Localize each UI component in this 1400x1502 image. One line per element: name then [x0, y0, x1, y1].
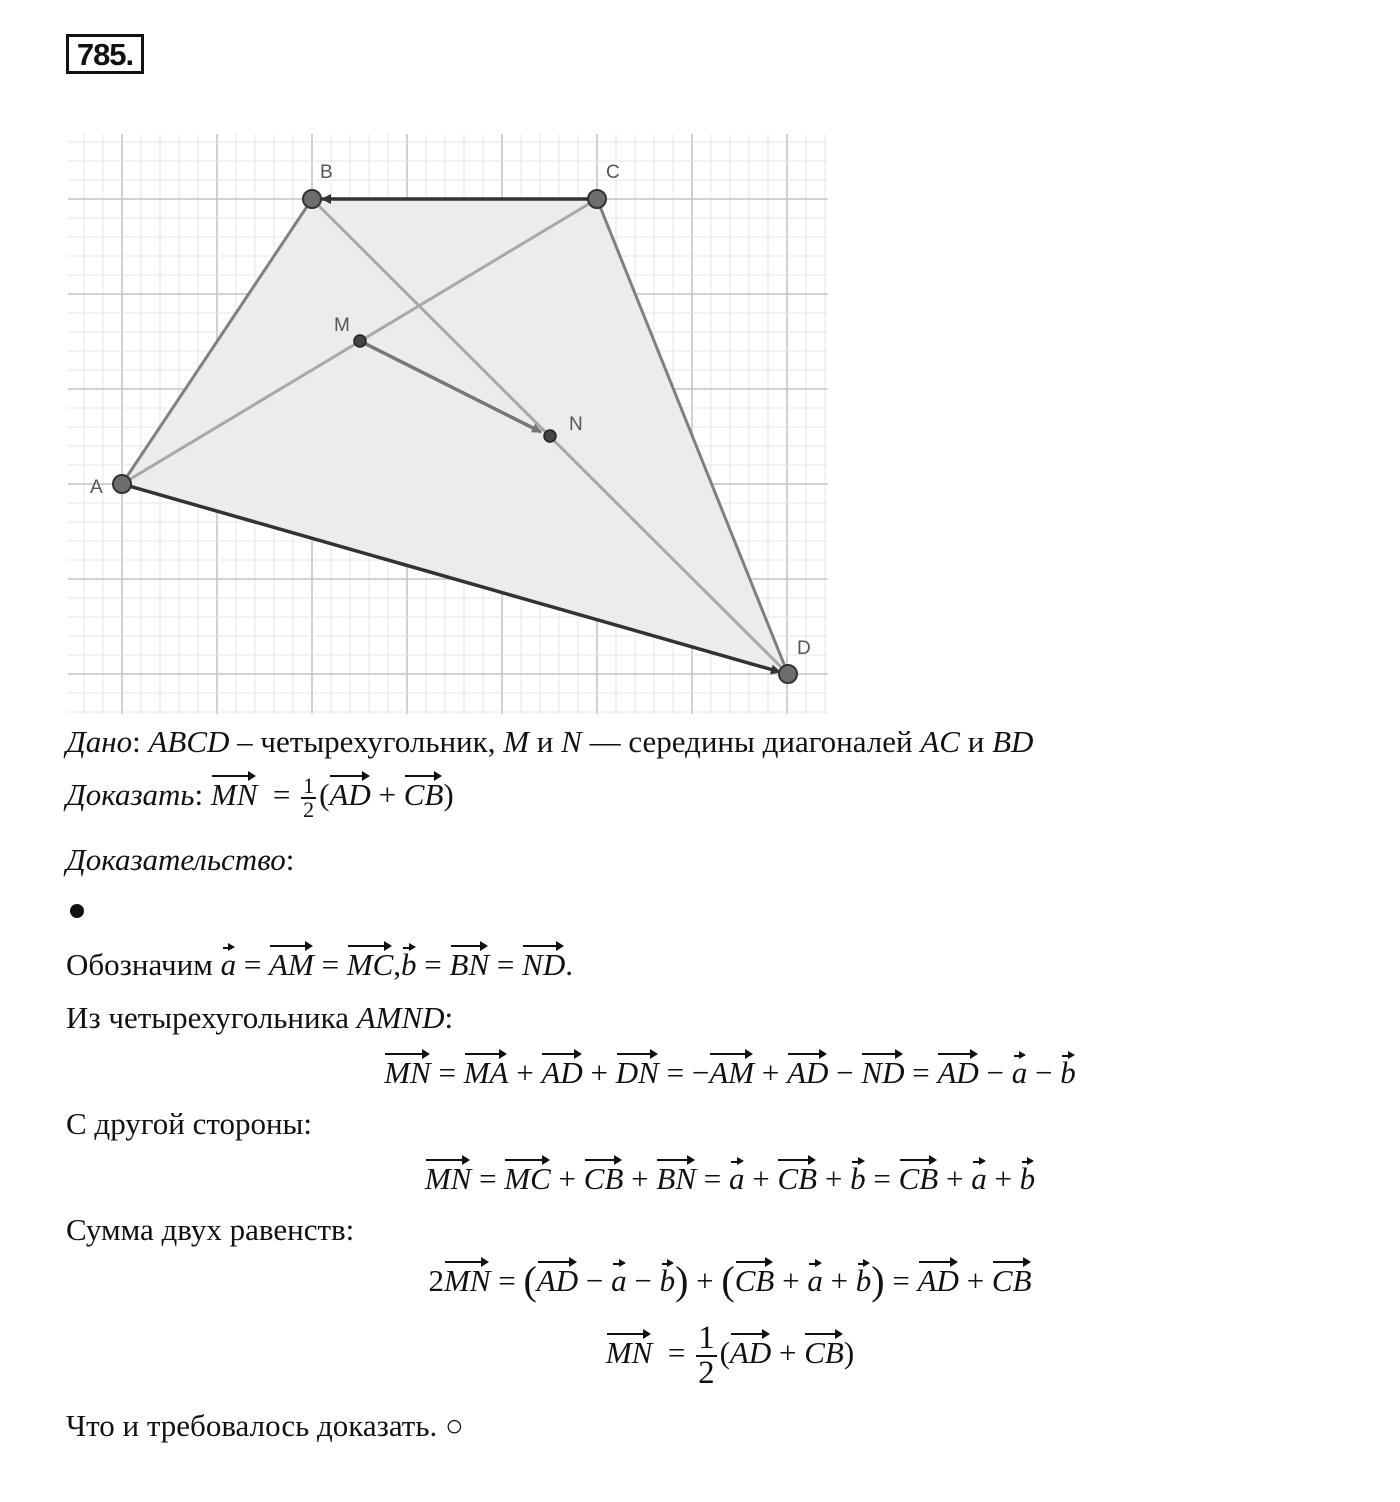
- point-b: [303, 190, 321, 208]
- quadrilateral-fill: [122, 199, 788, 674]
- given-bd: BD: [992, 724, 1034, 759]
- given-text2: — середины диагоналей: [581, 724, 921, 759]
- prove-mn: MN: [211, 770, 258, 813]
- prove-ad: AD: [329, 770, 370, 813]
- prove-eq: =: [272, 777, 291, 812]
- proof-label: Доказательство:: [66, 842, 295, 877]
- quadrilateral-figure: [0, 0, 1400, 720]
- bullet: [70, 904, 84, 918]
- other-side-line: С другой стороны:: [66, 1106, 313, 1141]
- equation-4: MN = $\frac{1}{2}$ (AD + CB): [605, 1320, 855, 1391]
- given-ac: AC: [920, 724, 960, 759]
- prove-fraction: $\frac{1}{2}$: [303, 772, 315, 822]
- prove-cb: CB: [404, 770, 444, 813]
- equation-2: MN = MC + CB + BN = a + CB + b = CB + a + b: [0, 1154, 1400, 1197]
- label-b: B: [320, 162, 333, 183]
- given-and1: и: [529, 724, 562, 759]
- given-text1: – четырехугольник,: [229, 724, 504, 759]
- notation-line: Обозначим a = AM = MC,b = BN = ND.: [66, 940, 573, 983]
- from-quad-line: Из четырехугольника AMND:: [66, 1000, 454, 1035]
- given-and2: и: [959, 724, 993, 759]
- point-n: [544, 430, 556, 442]
- vec-a: a: [221, 940, 237, 983]
- point-c: [588, 190, 606, 208]
- prove-line: Доказать: MN = $\frac{1}{2}$ (AD + CB): [66, 770, 454, 821]
- given-label: Дано: [66, 724, 133, 759]
- point-a: [113, 475, 131, 493]
- equation-1: MN = MA + AD + DN = −AM + AD − ND = AD − a − b: [0, 1048, 1400, 1091]
- label-a: A: [90, 477, 103, 498]
- vec-b: b: [401, 940, 417, 983]
- point-d: [779, 665, 797, 683]
- given-line: Дано: ABCD – четырехугольник, M и N — середины диагоналей AC и BD: [66, 724, 1034, 759]
- sum-label-line: Сумма двух равенств:: [66, 1212, 355, 1247]
- label-c: C: [606, 162, 620, 183]
- eq4-fraction: $\frac{1}{2}$: [698, 1320, 715, 1391]
- given-quad: ABCD: [148, 724, 230, 759]
- label-m: M: [334, 315, 350, 336]
- label-d: D: [797, 638, 811, 659]
- given-n: N: [561, 724, 582, 759]
- given-m: M: [503, 724, 530, 759]
- problem-number: 785.: [66, 34, 144, 74]
- point-m: [354, 335, 366, 347]
- conclusion-line: Что и требовалось доказать. ○: [66, 1408, 464, 1443]
- equation-3: 2MN = (AD − a − b) + (CB + a + b) = AD + CB: [428, 1258, 1032, 1303]
- label-n: N: [569, 414, 583, 435]
- prove-label: Доказать: [66, 777, 195, 812]
